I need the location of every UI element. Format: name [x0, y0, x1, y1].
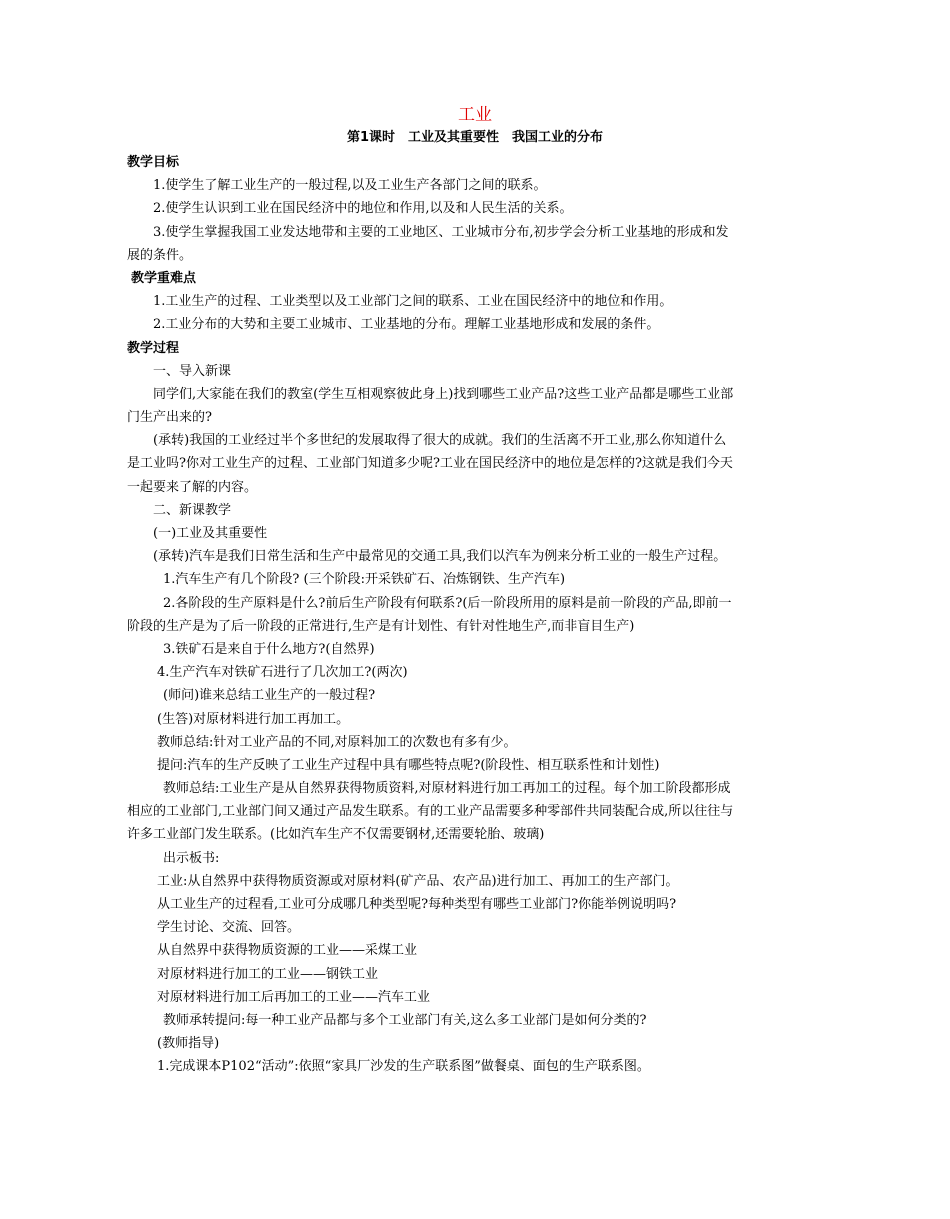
paragraph-line: 二、新课教学	[153, 502, 232, 518]
paragraph-line: (承转)我国的工业经过半个多世纪的发展取得了很大的成就。我们的生活离不开工业,那么你知道什么	[153, 433, 727, 449]
section-heading: 教学过程	[127, 340, 180, 356]
paragraph-line: 3.铁矿石是来自于什么地方?(自然界)	[163, 641, 375, 657]
paragraph-line: 相应的工业部门,工业部门间又通过产品发生联系。有的工业产品需要多种零部件共同装配合成,所以往往与	[127, 804, 734, 820]
paragraph-line: (承转)汽车是我们日常生活和生产中最常见的交通工具,我们以汽车为例来分析工业的一般生产过程。	[153, 549, 727, 565]
paragraph-line: (教师指导)	[157, 1036, 220, 1052]
paragraph-line: 从工业生产的过程看,工业可分成哪几种类型呢?每种类型有哪些工业部门?你能举例说明吗?	[157, 897, 677, 912]
paragraph-line: 1.使学生了解工业生产的一般过程,以及工业生产各部门之间的联系。	[153, 178, 547, 194]
paragraph-line: (师问)谁来总结工业生产的一般过程?	[163, 688, 376, 704]
paragraph-line: 对原材料进行加工的工业——钢铁工业	[157, 966, 379, 982]
paragraph-line: 展的条件。	[127, 247, 193, 263]
paragraph-line: 是工业吗?你对工业生产的过程、工业部门知道多少呢?工业在国民经济中的地位是怎样的?这就是我们今天	[127, 456, 733, 472]
paragraph-line: 3.使学生掌握我国工业发达地带和主要的工业地区、工业城市分布,初步学会分析工业基地的形成和发	[153, 224, 729, 240]
paragraph-line: 阶段的生产是为了后一阶段的正常进行,生产是有计划性、有针对性地生产,而非盲目生产)	[127, 618, 635, 634]
paragraph-line: 1.汽车生产有几个阶段? (三个阶段:开采铁矿石、冶炼钢铁、生产汽车)	[163, 572, 566, 588]
section-heading: 教学重难点	[131, 270, 197, 286]
paragraph-line: 对原材料进行加工后再加工的工业——汽车工业	[157, 989, 431, 1005]
paragraph-line: 2.各阶段的生产原料是什么?前后生产阶段有何联系?(后一阶段所用的原料是前一阶段的产品,即前一	[163, 595, 732, 611]
paragraph-line: 许多工业部门发生联系。(比如汽车生产不仅需要钢材,还需要轮胎、玻璃)	[127, 827, 545, 843]
document-title: 工业	[458, 105, 492, 125]
paragraph-line: 同学们,大家能在我们的教室(学生互相观察彼此身上)找到哪些工业产品?这些工业产品都是哪些工业部	[153, 386, 734, 402]
paragraph-line: 教师总结:工业生产是从自然界获得物质资料,对原材料进行加工再加工的过程。每个加工阶段都形成	[163, 781, 731, 797]
paragraph-line: 出示板书:	[163, 850, 220, 866]
paragraph-line: 从自然界中获得物质资源的工业——采煤工业	[157, 943, 418, 959]
paragraph-line: 学生讨论、交流、回答。	[157, 920, 301, 936]
paragraph-line: 教师承转提问:每一种工业产品都与多个工业部门有关,这么多工业部门是如何分类的?	[163, 1012, 647, 1028]
paragraph-line: 1.工业生产的过程、工业类型以及工业部门之间的联系、工业在国民经济中的地位和作用。	[153, 294, 673, 310]
paragraph-line: 2.使学生认识到工业在国民经济中的地位和作用,以及和人民生活的关系。	[153, 201, 573, 217]
paragraph-line: (一)工业及其重要性	[153, 526, 268, 541]
paragraph-line: 1.完成课本P102“活动”:依照“家具厂沙发的生产联系图”做餐桌、面包的生产联系图。	[157, 1059, 650, 1075]
paragraph-line: 提问:汽车的生产反映了工业生产过程中具有哪些特点呢?(阶段性、相互联系性和计划性)	[157, 757, 660, 773]
paragraph-line: 一起要来了解的内容。	[127, 479, 258, 495]
paragraph-line: 门生产出来的?	[127, 410, 212, 426]
lesson-subtitle: 第1课时 工业及其重要性 我国工业的分布	[346, 130, 604, 145]
paragraph-line: 2.工业分布的大势和主要工业城市、工业基地的分布。理解工业基地形成和发展的条件。	[153, 317, 660, 333]
paragraph-line: 一、导入新课	[153, 363, 232, 379]
paragraph-line: (生答)对原材料进行加工再加工。	[157, 711, 350, 727]
paragraph-line: 4.生产汽车对铁矿石进行了几次加工?(两次)	[157, 665, 408, 681]
paragraph-line: 教师总结:针对工业产品的不同,对原料加工的次数也有多有少。	[157, 734, 517, 750]
paragraph-line: 工业:从自然界中获得物质资源或对原材料(矿产品、农产品)进行加工、再加工的生产部门。	[157, 873, 679, 889]
section-heading: 教学目标	[127, 155, 180, 170]
document-body	[127, 151, 823, 1079]
